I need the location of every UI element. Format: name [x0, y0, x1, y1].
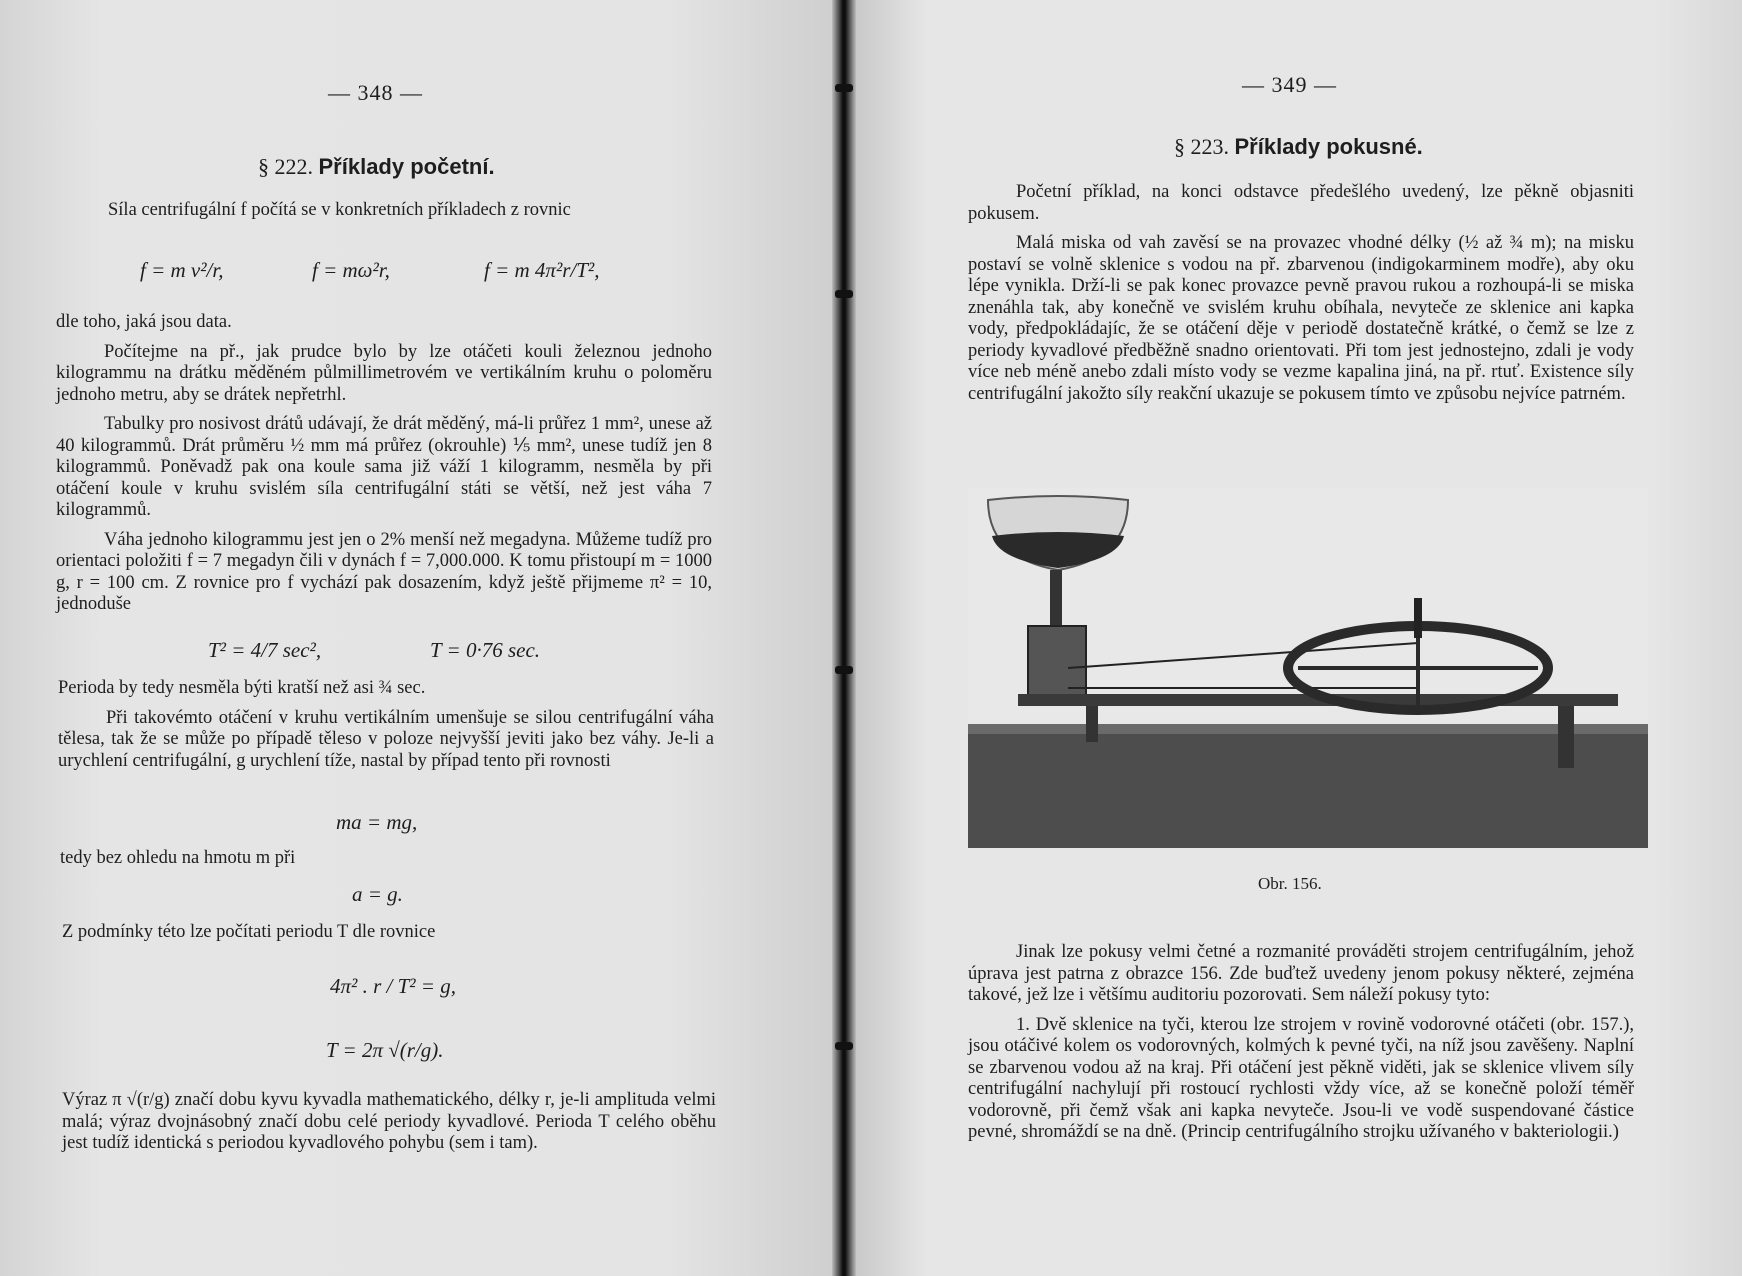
formula: f = m v²/r,	[140, 258, 224, 282]
table-top	[968, 724, 1648, 848]
section-title: Příklady početní.	[318, 154, 495, 179]
paragraph: 1. Dvě sklenice na tyči, kterou lze strojem v rovině vodorovné otáčeti (obr. 157.), jsou otáčivé kolem os vodorovných, kolmých k pevné tyči, na níž jsou zavěšeny. Naplní se zbarvenou vodou až na kraj. Při otáčení jest pěkně viděti, jak se sklenice vlivem síly centrifugální nachylují při rostoucí rychlosti vždy více, až se konečně položí téměř vodorovně, při čemž však ani kapka nevyteče. Jsou-li ve vodě suspendované částice pevné, shromáždí se na dně. (Princip centrifugálního strojku užívaného v bakteriologii.)	[968, 1014, 1634, 1142]
paragraph: Tabulky pro nosivost drátů udávají, že drát měděný, má-li průřez 1 mm², unese až 40 kilogrammů. Drát průměru ½ mm má průřez (okrouhle) ⅕ mm², unese tudíž jen 8 kilogrammů. Poněvadž pak ona koule sama již váží 1 kilogramm, nesměla by při otáčení koule v kruhu svislém síla centrifugální státi se větší, než jest váha 7 kilogrammů.	[56, 414, 712, 520]
formula: a = g.	[352, 882, 403, 906]
formula: T = 0·76 sec.	[430, 638, 541, 662]
paragraph: Početní příklad, na konci odstavce předešlého uvedený, lze pěkně objasniti pokusem.	[968, 182, 1634, 224]
centrifugal-machine-photo	[968, 488, 1648, 848]
text-block	[968, 182, 1634, 413]
text-block	[968, 942, 1634, 1152]
text-block	[62, 1090, 716, 1163]
section-heading	[1174, 134, 1423, 160]
binding-stitch	[835, 1042, 853, 1050]
paragraph: Perioda by tedy nesměla býti kratší než asi ¾ sec.	[58, 678, 426, 698]
section-number: § 223.	[1174, 134, 1229, 159]
paragraph: Síla centrifugální f počítá se v konkretních příkladech z rovnic	[108, 200, 571, 220]
left-page	[0, 0, 832, 1276]
formula: ma = mg,	[336, 810, 418, 834]
binding-stitch	[835, 290, 853, 298]
intro-text	[60, 200, 670, 230]
text-block	[56, 312, 712, 624]
page-number: — 349 —	[1242, 72, 1337, 97]
binding-stitch	[835, 666, 853, 674]
paragraph: dle toho, jaká jsou data.	[56, 312, 232, 332]
paragraph: Výraz π √(r/g) značí dobu kyvu kyvadla mathematického, délky r, je-li amplituda velmi malá; výraz dvojnásobný značí dobu celé periody kyvadlové. Perioda T celého oběhu jest tudíž identická s periodou kyvadlového pohybu (sem i tam).	[62, 1090, 716, 1153]
paragraph: Počítejme na př., jak prudce bylo by lze otáčeti kouli železnou jednoho kilogrammu na drátku měděném půlmillimetrovém ve vertikálním kruhu o poloměru jednoho metru, aby se drátek nepřetrhl.	[56, 341, 712, 405]
right-page	[856, 0, 1742, 1276]
paragraph: Z podmínky této lze počítati periodu T dle rovnice	[62, 922, 436, 942]
binding-stitch	[835, 84, 853, 92]
text-block	[60, 848, 716, 878]
formula: f = m 4π²r/T²,	[484, 258, 600, 282]
paragraph: Při takovémto otáčení v kruhu vertikálním umenšuje se silou centrifugální váha tělesa, tak že se může po případě těleso v poloze nejvyšší jeviti jako bez váhy. Je-li a urychlení centrifugální, g urychlení tíže, nastal by případ tento při rovnosti	[58, 707, 714, 771]
section-number: § 222.	[258, 154, 313, 179]
figure-caption: Obr. 156.	[1258, 874, 1322, 893]
text-block	[62, 922, 718, 952]
formula: T = 2π √(r/g).	[326, 1038, 444, 1062]
paragraph: Malá miska od vah zavěsí se na provazec vhodné délky (½ až ¾ m); na misku postaví se volně sklenice s vodou na př. zbarvenou (indigokarminem modře), aby oku lépe vynikla. Drží-li se pak konec provazce pevně pravou rukou a rozhoupá-li se miska znenáhla tak, aby konečně ve svislém kruhu obíhala, nevyteče ze sklenice ani kapka vody, předpokládajíc, že se otáčení děje v periodě dostatečně krátké, o čemž se lze z periody kyvadlové předběžně snadno orientovati. Při tom jest jednostejno, zdali je vody více neb méně anebo zdali místo vody se vezme kapalina jiná, na př. rtuť. Existence síly centrifugální jakožto síly reakční ukazuje se pokusem tímto ve způsobu nejvíce patrném.	[968, 233, 1634, 404]
paragraph: Váha jednoho kilogrammu jest jen o 2% menší než megadyna. Můžeme tudíž pro orientaci položiti f = 7 megadyn čili v dynách f = 7,000.000. K tomu přistoupí m = 1000 g, r = 100 cm. Z rovnice pro f vychází pak dosazením, když ještě přijmeme π² = 10, jednoduše	[56, 529, 712, 614]
formula: f = mω²r,	[312, 258, 390, 282]
page-number: — 348 —	[328, 80, 423, 105]
formula: 4π² . r / T² = g,	[330, 974, 456, 998]
paragraph: tedy bez ohledu na hmotu m při	[60, 848, 296, 868]
section-title: Příklady pokusné.	[1234, 134, 1423, 159]
formula: T² = 4/7 sec²,	[208, 638, 322, 662]
paragraph: Jinak lze pokusy velmi četné a rozmanité prováděti strojem centrifugálním, jehož úprava jest patrna z obrazce 156. Zde buďtež uvedeny jenom pokusy některé, zejména takové, jež lze i většímu auditoriu pozorovati. Sem náleží pokusy tyto:	[968, 942, 1634, 1005]
book-gutter	[832, 0, 856, 1276]
text-block	[58, 678, 714, 780]
section-heading	[258, 154, 495, 180]
